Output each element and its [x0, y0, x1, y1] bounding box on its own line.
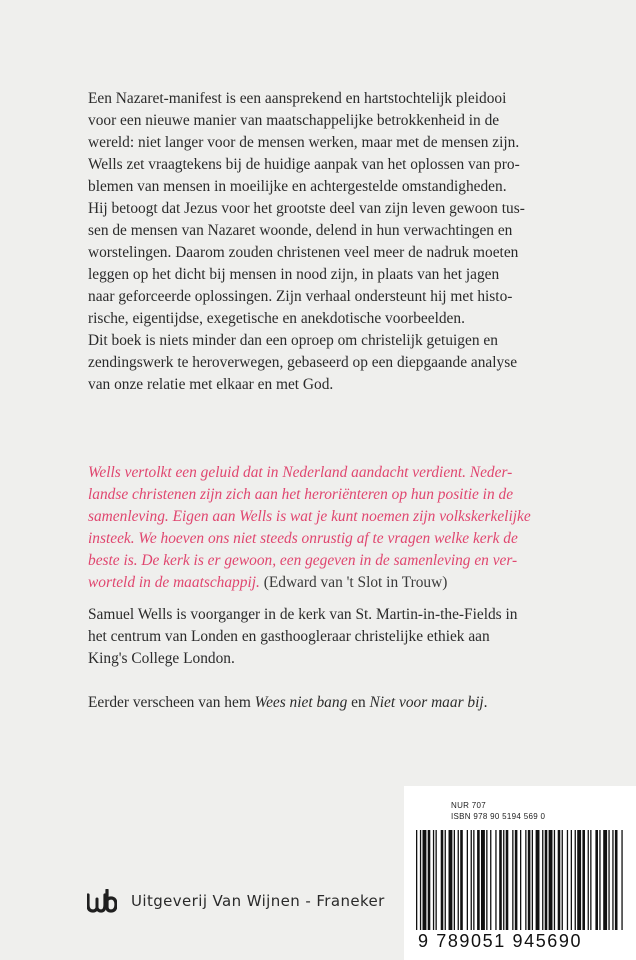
- quote-line: landse christenen zijn zich aan het heroriënteren op hun positie in de: [88, 486, 514, 503]
- barcode-bar: [454, 830, 455, 930]
- barcode-bar: [571, 830, 572, 930]
- quote-source: (Edward van 't Slot in Trouw): [263, 574, 448, 591]
- barcode-bar: [549, 830, 553, 930]
- barcode-bar: [612, 830, 613, 930]
- barcode-bar: [554, 830, 555, 930]
- text-line: blemen van mensen in moeilijke en achtergestelde omstandigheden.: [88, 178, 507, 195]
- barcode-bar: [458, 830, 459, 930]
- barcode-bar: [545, 830, 548, 930]
- barcode-bar: [542, 830, 543, 930]
- barcode-bar: [582, 830, 585, 930]
- barcode-bar: [441, 830, 444, 930]
- text-line: wereld: niet langer voor de mensen werken, maar met de mensen zijn.: [88, 134, 520, 151]
- barcode-bar: [532, 830, 533, 930]
- bio-line: King's College London.: [88, 650, 235, 667]
- quote-line: samenleving. Eigen aan Wells is wat je kunt noemen zijn volkskerkelijke: [88, 508, 531, 525]
- previous-works: [88, 692, 588, 714]
- barcode-bar: [503, 830, 504, 930]
- isbn-barcode: [404, 786, 636, 960]
- barcode-bar: [436, 830, 437, 930]
- text-line: sen de mensen van Nazaret woonde, delend in hun verwachtingen en: [88, 222, 513, 239]
- barcode-bar: [420, 830, 421, 930]
- barcode-bar: [515, 830, 518, 930]
- nur-code: NUR 707: [451, 801, 487, 810]
- barcode-bar: [416, 830, 417, 930]
- barcode-bar: [428, 830, 431, 930]
- previous-title-1: Wees niet bang: [254, 694, 348, 711]
- text-line: Hij betoogt dat Jezus voor het grootste deel van zijn leven gewoon tus-: [88, 200, 525, 217]
- text-line: zendingswerk te heroverwegen, gebaseerd op een diepgaande analyse: [88, 354, 518, 371]
- text-line: rische, eigentijdse, exegetische en anekdotische voorbeelden.: [88, 310, 465, 327]
- publisher-logo-icon: [87, 889, 117, 913]
- quote-line: beste is. De kerk is er gewoon, een gegeven in de samenleving en ver-: [88, 552, 518, 569]
- barcode-bar: [506, 830, 509, 930]
- previous-title-2: Niet voor maar bij: [369, 694, 484, 711]
- barcode-bar: [490, 830, 491, 930]
- barcode-bars: [416, 830, 628, 930]
- barcode-bar: [449, 830, 453, 930]
- barcode-bar: [520, 830, 521, 930]
- barcode-bar: [608, 830, 609, 930]
- barcode-bar: [577, 830, 581, 930]
- isbn-number: ISBN 978 90 5194 569 0: [451, 812, 546, 821]
- barcode-bar: [528, 830, 531, 930]
- barcode-meta: [451, 800, 545, 822]
- text-line: naar geforceerde oplossingen. Zijn verhaal ondersteunt hij met histo-: [88, 288, 513, 305]
- quote-line: insteek. We hoeven ons niet steeds onrustig af te vragen welke kerk de: [88, 530, 518, 547]
- author-bio: [88, 604, 588, 670]
- barcode-bar: [525, 830, 526, 930]
- barcode-bar: [558, 830, 561, 930]
- barcode-bar: [536, 830, 540, 930]
- bio-line: Samuel Wells is voorganger in de kerk van St. Martin-in-the-Fields in: [88, 606, 518, 623]
- text-line: leggen op het dicht bij mensen in nood zijn, in plaats van het jagen: [88, 266, 500, 283]
- text-line: worstelingen. Daarom zouden christenen veel meer de nadruk moeten: [88, 244, 519, 261]
- barcode-bar: [590, 830, 591, 930]
- barcode-bar: [471, 830, 472, 930]
- text-line: Dit boek is niets minder dan een oproep om christelijk getuigen en: [88, 332, 498, 349]
- previous-suffix: .: [483, 694, 488, 711]
- barcode-bar: [423, 830, 427, 930]
- barcode-bar: [486, 830, 487, 930]
- barcode-bar: [588, 830, 589, 930]
- barcode-bar: [460, 830, 463, 930]
- barcode-bar: [467, 830, 468, 930]
- barcode-bar: [603, 830, 607, 930]
- barcode-bar: [621, 830, 622, 930]
- barcode-bar: [615, 830, 618, 930]
- previous-prefix: Eerder verscheen van hem: [88, 694, 255, 711]
- text-line: Wells zet vraagtekens bij de huidige aanpak van het oplossen van pro-: [88, 156, 520, 173]
- barcode-bar: [567, 830, 568, 930]
- barcode-bar: [562, 830, 563, 930]
- publisher-name: Uitgeverij Van Wijnen - Franeker: [131, 892, 385, 910]
- barcode-bar: [481, 830, 485, 930]
- barcode-bar: [433, 830, 434, 930]
- barcode-bar: [499, 830, 502, 930]
- text-line: voor een nieuwe manier van maatschappelijke betrokkenheid in de: [88, 112, 500, 129]
- quote-line: Wells vertolkt een geluid dat in Nederland aandacht verdient. Neder-: [88, 464, 513, 481]
- barcode-bar: [512, 830, 513, 930]
- barcode-bar: [473, 830, 474, 930]
- quote-line: worteld in de maatschappij.: [88, 574, 260, 591]
- barcode-bar: [445, 830, 446, 930]
- barcode-bar: [595, 830, 598, 930]
- publisher-logo-block: [87, 889, 385, 913]
- text-line: van onze relatie met elkaar en met God.: [88, 376, 334, 393]
- barcode-digits: 9 789051 945690: [418, 931, 583, 951]
- previous-middle: en: [347, 694, 370, 711]
- barcode-bar: [477, 830, 480, 930]
- bio-line: het centrum van Londen en gasthoogleraar christelijke ethiek aan: [88, 628, 490, 645]
- barcode-bar: [495, 830, 496, 930]
- text-line: Een Nazaret-manifest is een aansprekend en hartstochtelijk pleidooi: [88, 90, 507, 107]
- barcode-bar: [575, 830, 576, 930]
- review-quote: [88, 462, 588, 594]
- description-text: [88, 88, 588, 396]
- barcode-bar: [599, 830, 600, 930]
